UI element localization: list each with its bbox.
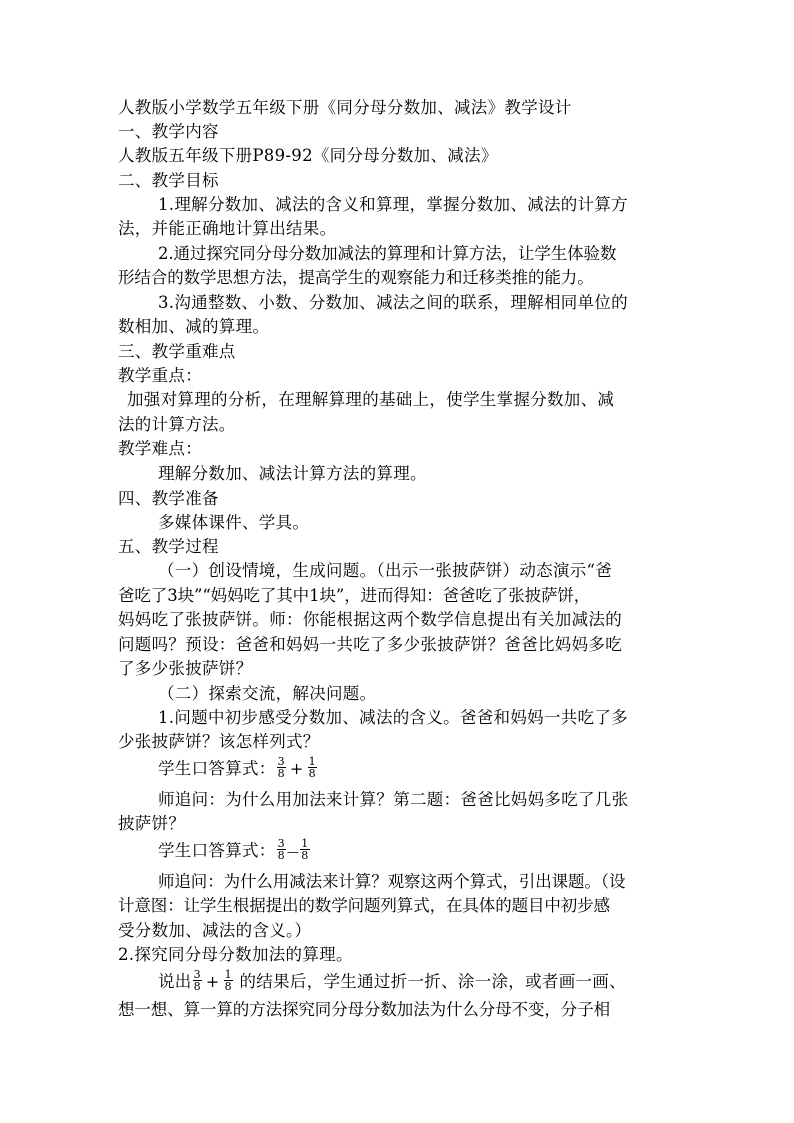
teacher-question-2-line-2: 计意图：让学生根据提出的数学问题列算式，在具体的题目中初步感 [118,896,611,915]
minus-sign: — [286,845,300,859]
difficulty-text: 理解分数加、减法计算方法的算理。 [158,464,427,483]
fraction-one-eighth: $\frac{1}{8}$ [308,755,316,780]
teacher-question-2-line-3: 受分数加、减法的含义。） [118,921,312,940]
student-answer-subtraction [158,837,688,863]
teacher-question-1-line-2: 披萨饼？ [118,814,186,833]
section-heading-content: 一、教学内容 [118,122,219,141]
key-point-label: 教学重点： [118,366,202,385]
section-heading-process: 五、教学过程 [118,537,219,556]
fraction-one-eighth-2: $\frac{1}{8}$ [301,837,309,862]
fraction-one-eighth-3: $\frac{1}{8}$ [224,968,232,993]
step1-line-2: 少张披萨饼？该怎样列式？ [118,732,320,751]
goal-3-line-1: 3.沟通整数、小数、分数加、减法之间的联系，理解相同单位的 [158,293,628,312]
goal-2-line-2: 形结合的数学思想方法，提高学生的观察能力和迁移类推的能力。 [118,268,594,287]
key-point-line-2: 法的计算方法。 [118,415,236,434]
plus-sign-2: + [205,972,220,991]
section-heading-preparation: 四、教学准备 [118,489,219,508]
part1-line-2: 爸吃了3块”“妈妈吃了其中1块”，进而得知：爸爸吃了张披萨饼， [118,586,591,605]
difficulty-label: 教学难点： [118,439,202,458]
part1-line-4: 问题吗？预设：爸爸和妈妈一共吃了多少张披萨饼？爸爸比妈妈多吃 [118,635,622,654]
key-point-line-1: 加强对算理的分析，在理解算理的基础上，使学生掌握分数加、减 [127,390,615,409]
goal-1-line-1: 1.理解分数加、减法的含义和算理，掌握分数加、减法的计算方 [158,195,628,214]
teacher-question-2-line-1: 师追问：为什么用减法来计算？观察这两个算式，引出课题。（设 [158,872,626,891]
student-answer-label: 学生口答算式： [158,759,276,778]
step1-line-1: 1.问题中初步感受分数加、减法的含义。爸爸和妈妈一共吃了多 [158,708,628,727]
student-answer-addition [158,755,688,781]
preparation-text: 多媒体课件、学具。 [158,513,310,532]
goal-1-line-2: 法，并能正确地计算出结果。 [118,219,337,238]
goal-2-line-1: 2.通过探究同分母分数加减法的算理和计算方法，让学生体验数 [158,244,617,263]
fraction-three-eighths-3: $\frac{3}{8}$ [193,968,201,993]
plus-sign: + [289,759,304,778]
part1-line-5: 了多少张披萨饼？ [118,659,253,678]
part2-heading: （二）探索交流，解决问题。 [158,684,377,703]
document-title: 人教版小学数学五年级下册《同分母分数加、减法》教学设计 [118,98,572,117]
section-heading-key-points: 三、教学重难点 [118,342,236,361]
part1-line-1: （一）创设情境，生成问题。（出示一张披萨饼）动态演示“爸 [158,561,613,580]
fraction-three-eighths-2: $\frac{3}{8}$ [277,837,285,862]
student-answer-label-2: 学生口答算式： [158,841,276,860]
part1-line-3: 妈妈吃了张披萨饼。师：你能根据这两个数学信息提出有关加减法的 [118,610,622,629]
teacher-question-1-line-1: 师追问：为什么用加法来计算？第二题：爸爸比妈妈多吃了几张 [158,790,629,809]
step2-prefix: 说出 [158,972,192,991]
content-text: 人教版五年级下册P89-92《同分母分数加、减法》 [118,146,498,165]
step2-line-2: 想一想、算一算的方法探究同分母分数加法为什么分母不变，分子相 [118,1000,611,1019]
goal-3-line-2: 数相加、减的算理。 [118,317,270,336]
section-heading-goals: 二、教学目标 [118,171,219,190]
step2-heading: 2.探究同分母分数加法的算理。 [118,945,353,964]
fraction-three-eighths: $\frac{3}{8}$ [277,755,285,780]
step2-suffix: 的结果后，学生通过折一折、涂一涂，或者画一画、 [233,972,626,991]
step2-line-1 [158,968,688,994]
